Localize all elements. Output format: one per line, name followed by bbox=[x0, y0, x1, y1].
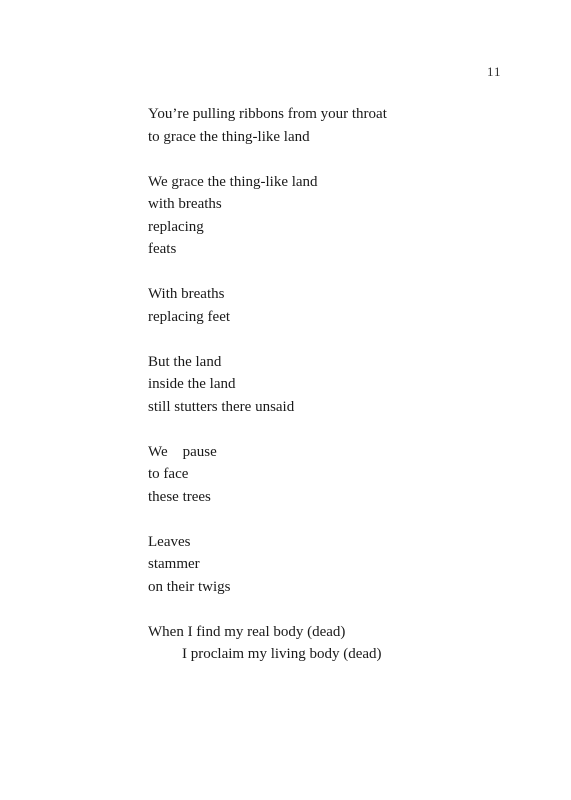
poem-line: We grace the thing-like land bbox=[148, 173, 318, 190]
stanza-1 bbox=[148, 103, 548, 148]
poem-line: feats bbox=[148, 241, 177, 257]
poem-line: We pause bbox=[148, 443, 217, 460]
poem-line: on their twigs bbox=[148, 578, 231, 595]
stanza-6 bbox=[148, 531, 548, 599]
poem-line: But the land bbox=[148, 353, 222, 370]
poem-line: these trees bbox=[148, 488, 211, 505]
poem-line: replacing bbox=[148, 218, 204, 235]
poem-line: stammer bbox=[148, 556, 200, 572]
poem bbox=[148, 103, 548, 688]
poem-line: with breaths bbox=[148, 196, 222, 212]
poem-line: to face bbox=[148, 466, 189, 482]
stanza-2 bbox=[148, 171, 548, 261]
stanza-7 bbox=[148, 621, 548, 666]
stanza-4 bbox=[148, 351, 548, 419]
poem-line: When I find my real body (dead) bbox=[148, 623, 346, 640]
poem-line: inside the land bbox=[148, 376, 236, 392]
poem-line: With breaths bbox=[148, 286, 225, 302]
stanza-3 bbox=[148, 283, 548, 328]
page-number: 11 bbox=[487, 64, 502, 79]
poem-line: Leaves bbox=[148, 533, 191, 550]
poem-line: to grace the thing-like land bbox=[148, 128, 310, 145]
poem-line: You’re pulling ribbons from your throat bbox=[148, 106, 387, 122]
poem-line: still stutters there unsaid bbox=[148, 398, 295, 415]
stanza-5 bbox=[148, 441, 548, 509]
poem-line: replacing feet bbox=[148, 308, 231, 325]
poem-line-indented: I proclaim my living body (dead) bbox=[182, 646, 382, 662]
